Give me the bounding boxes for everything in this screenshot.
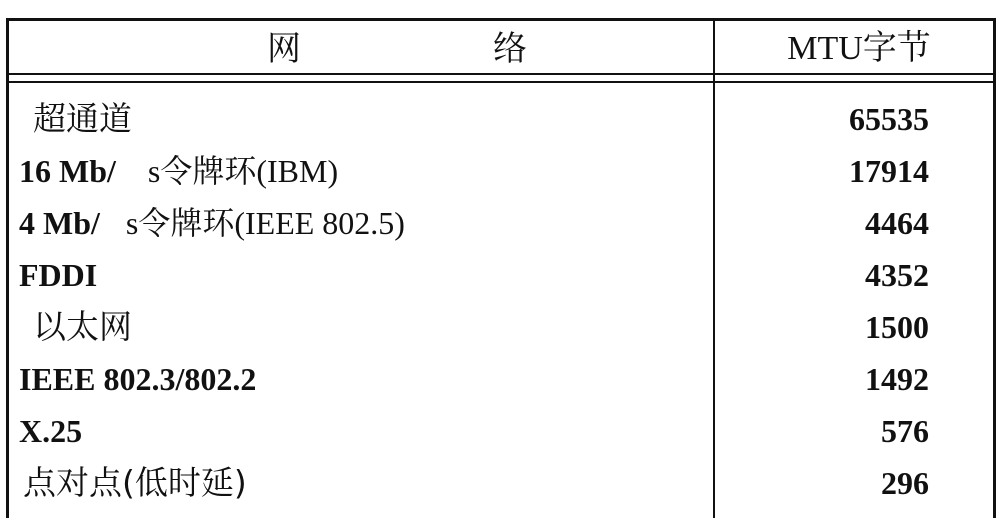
table-row: [9, 353, 993, 405]
network-name: FDDI: [19, 257, 98, 293]
mtu-value: 296: [881, 465, 929, 501]
table-row: [9, 145, 993, 197]
table-row: [9, 93, 993, 145]
header-rule-bottom: [9, 81, 993, 83]
mtu-value: 65535: [849, 101, 929, 137]
network-suffix: s令牌环(IEEE 802.5): [125, 205, 405, 241]
header-rule-top: [9, 73, 993, 75]
network-name: 超通道: [33, 99, 132, 138]
mtu-value: 576: [881, 413, 929, 449]
network-name: 以太网: [33, 307, 132, 346]
network-prefix: 16 Mb/: [19, 153, 116, 189]
mtu-value: 4464: [865, 205, 929, 241]
mtu-value: 17914: [849, 153, 929, 189]
network-prefix: 4 Mb/: [19, 205, 100, 241]
table-row: [9, 457, 993, 509]
header-network: [267, 25, 527, 73]
mtu-value: 1492: [865, 361, 929, 397]
network-name: [19, 197, 405, 249]
header-network-char-2: 络: [493, 29, 527, 69]
table-row: [9, 301, 993, 353]
network-name: 点对点(低时延): [23, 463, 247, 502]
network-suffix: s令牌环(IBM): [147, 153, 339, 189]
header-mtu: MTU字节: [787, 30, 931, 67]
mtu-value: 1500: [865, 309, 929, 345]
table-row: [9, 197, 993, 249]
header-network-char-1: 网: [267, 29, 301, 69]
network-name: IEEE 802.3/802.2: [19, 361, 257, 397]
mtu-table: [6, 18, 996, 518]
table-row: [9, 249, 993, 301]
network-name: [19, 145, 338, 197]
table-row: [9, 405, 993, 457]
mtu-value: 4352: [865, 257, 929, 293]
network-name: X.25: [19, 413, 83, 449]
